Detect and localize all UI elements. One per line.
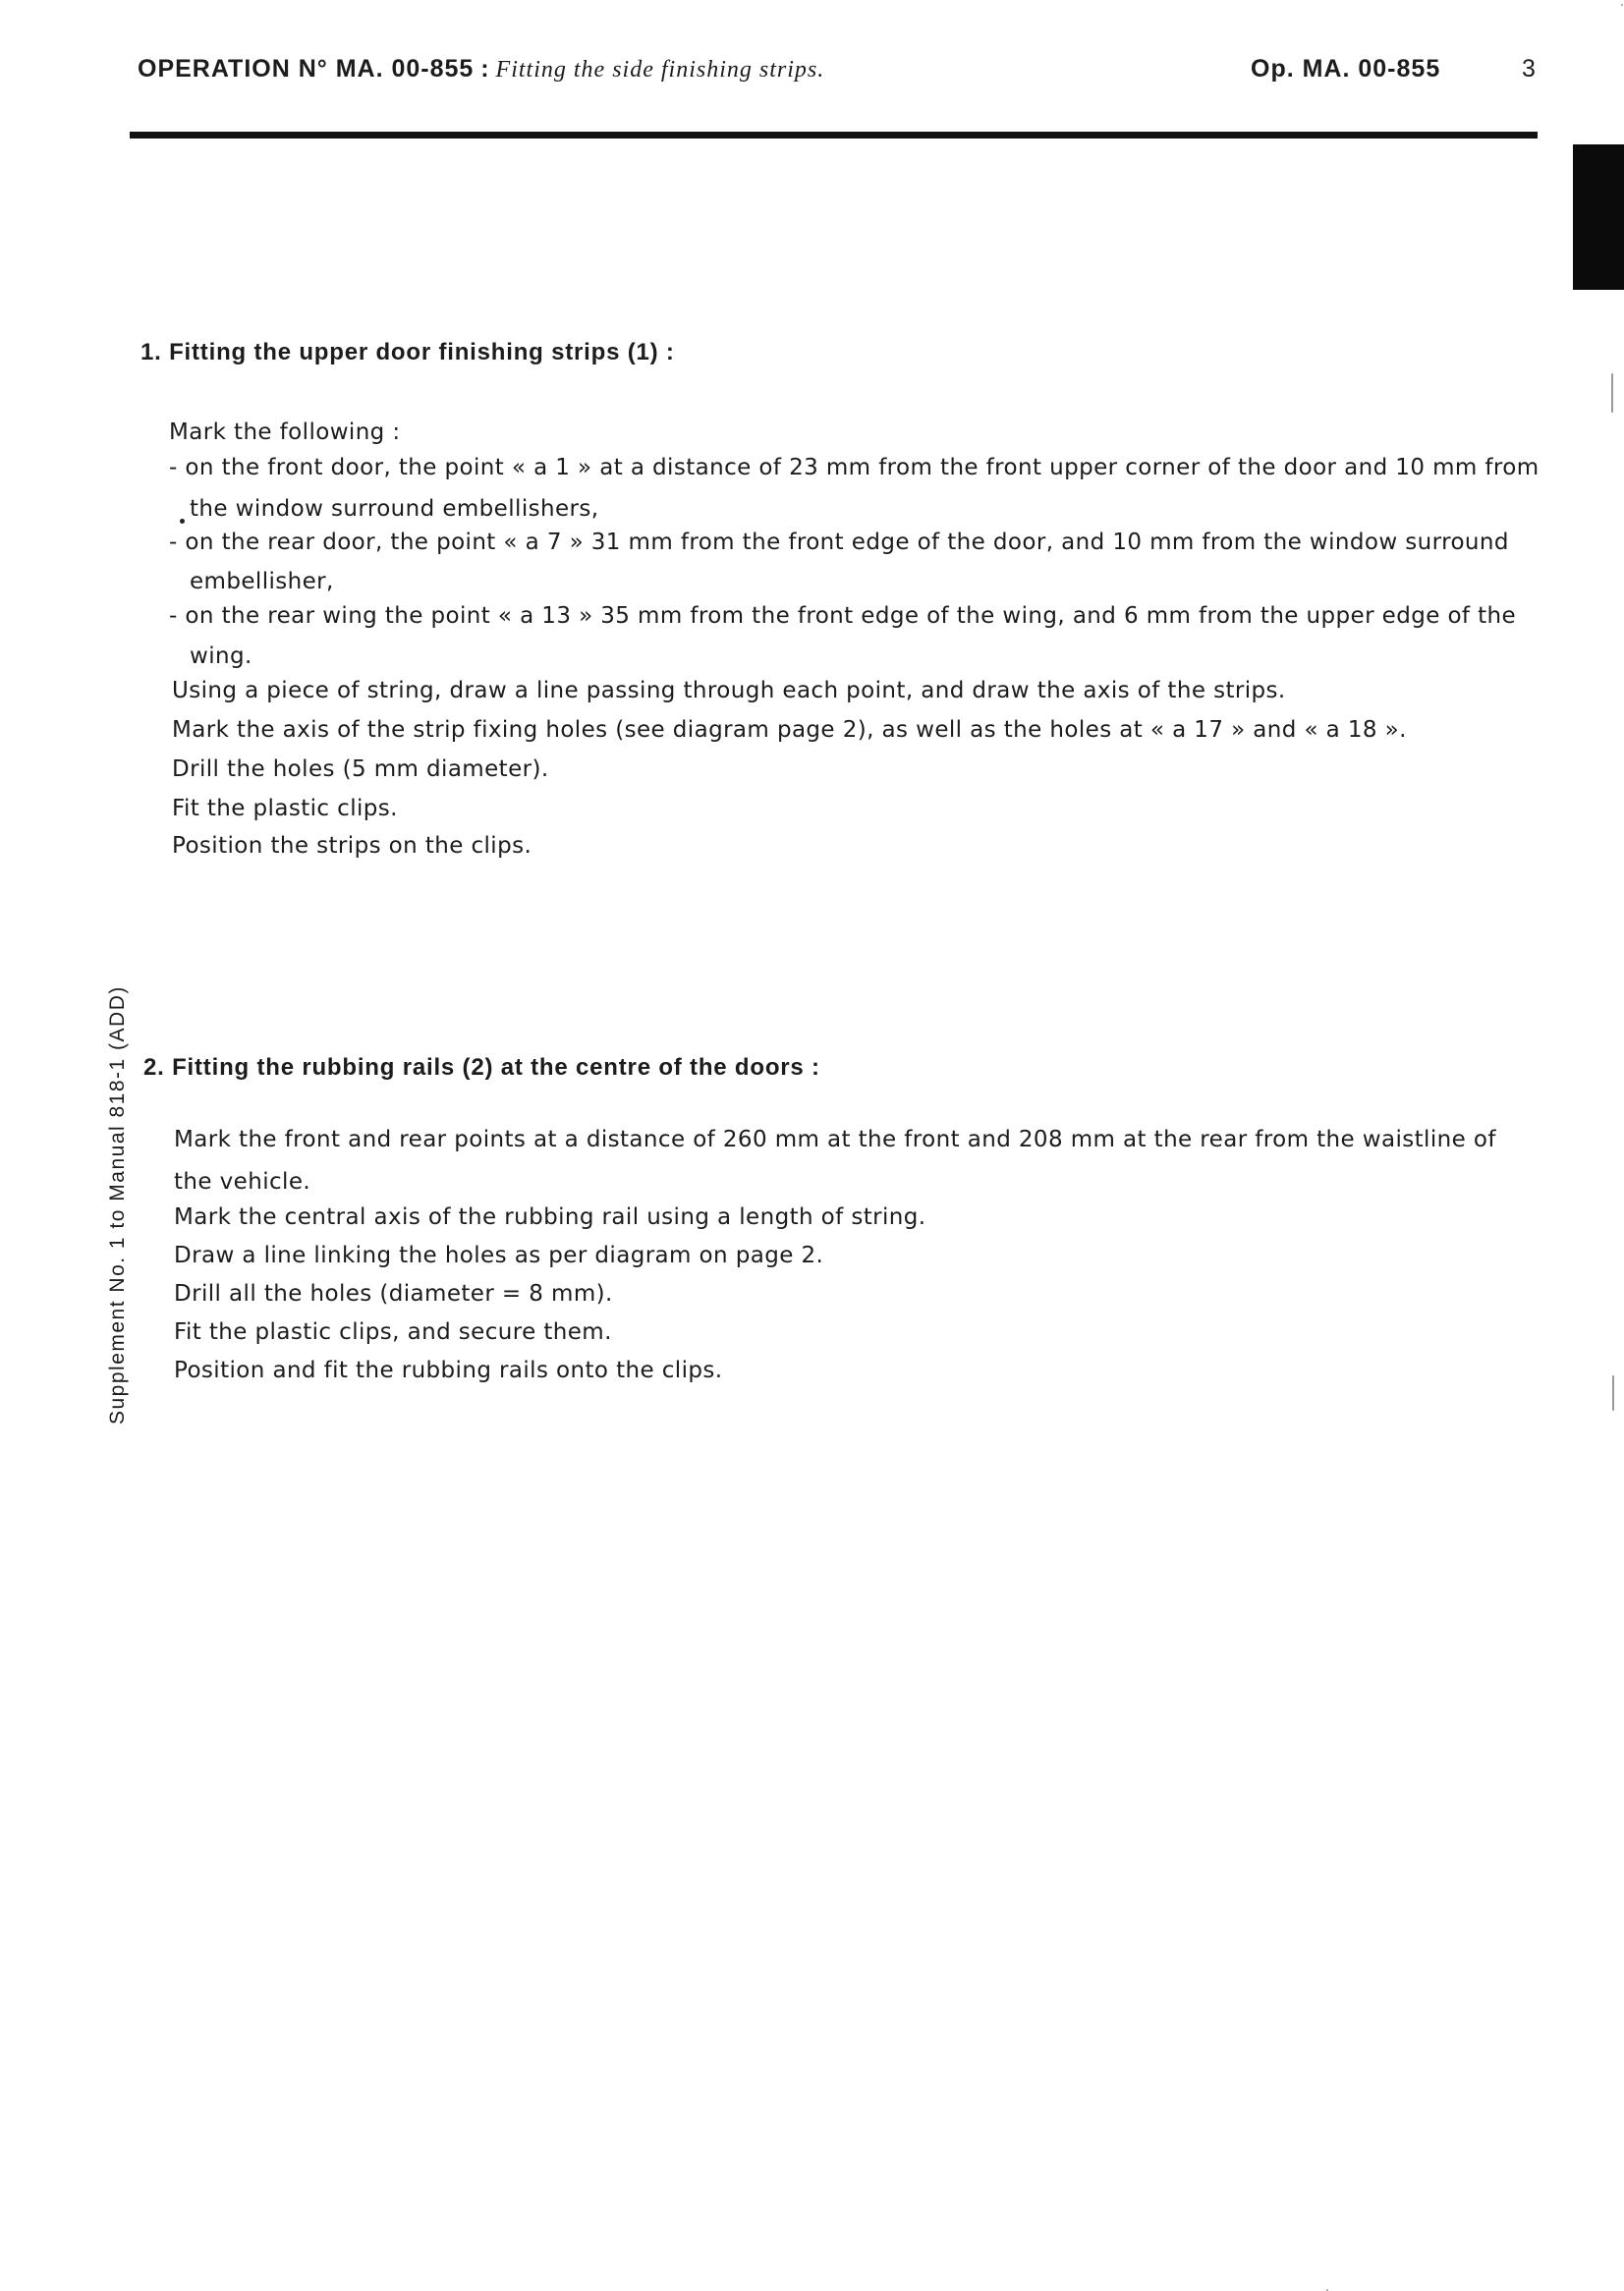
header-divider — [130, 132, 1538, 139]
section-1-line: the window surround embellishers, — [190, 496, 599, 522]
operation-subtitle: Fitting the side finishing strips. — [495, 57, 825, 83]
section-1-line: embellisher, — [190, 569, 334, 594]
scan-speck — [1621, 4, 1623, 6]
operation-number: OPERATION N° MA. 00-855 — [138, 55, 475, 83]
scan-speck — [180, 519, 185, 524]
section-1-line: Position the strips on the clips. — [172, 833, 532, 859]
section-heading-rubbing-rails: 2. Fitting the rubbing rails (2) at the centre of the doors : — [143, 1054, 820, 1081]
section-1-line: Fit the plastic clips. — [172, 796, 398, 821]
section-1-line: - on the front door, the point « a 1 » at a distance of 23 mm from the front upper corner of the door and 10 mm from — [169, 455, 1540, 480]
scan-speck — [1612, 1375, 1614, 1411]
section-2-line: Fit the plastic clips, and secure them. — [174, 1319, 612, 1345]
section-1-line: Mark the following : — [169, 419, 401, 445]
scan-speck — [1611, 373, 1613, 413]
header-separator: : — [474, 55, 496, 83]
section-1-line: Drill the holes (5 mm diameter). — [172, 756, 549, 782]
section-2-line: Mark the front and rear points at a distance of 260 mm at the front and 208 mm at the rear from the waistline of — [174, 1127, 1496, 1152]
section-2-line: Position and fit the rubbing rails onto the clips. — [174, 1358, 723, 1383]
thumb-index-tab — [1573, 144, 1624, 290]
section-2-line: Draw a line linking the holes as per diagram on page 2. — [174, 1243, 824, 1268]
section-2-line: Drill all the holes (diameter = 8 mm). — [174, 1281, 613, 1307]
section-1-line: wing. — [190, 643, 252, 669]
section-heading-upper-strips: 1. Fitting the upper door finishing strips (1) : — [140, 339, 675, 365]
page-number: 3 — [1522, 55, 1536, 83]
section-1-line: Using a piece of string, draw a line passing through each point, and draw the axis of the strips. — [172, 678, 1286, 703]
supplement-side-label: Supplement No. 1 to Manual 818-1 (ADD) — [106, 985, 129, 1425]
operation-code: Op. MA. 00-855 — [1251, 55, 1441, 83]
section-2-line: Mark the central axis of the rubbing rail using a length of string. — [174, 1204, 926, 1230]
section-1-line: - on the rear wing the point « a 13 » 35 mm from the front edge of the wing, and 6 mm from the upper edge of the — [169, 603, 1517, 629]
section-1-line: - on the rear door, the point « a 7 » 31 mm from the front edge of the door, and 10 mm from the window surround — [169, 530, 1509, 555]
page-header-title — [138, 55, 824, 84]
section-2-line: the vehicle. — [174, 1169, 311, 1195]
section-1-line: Mark the axis of the strip fixing holes (see diagram page 2), as well as the holes at « a 17 » and « a 18 ». — [172, 717, 1407, 743]
